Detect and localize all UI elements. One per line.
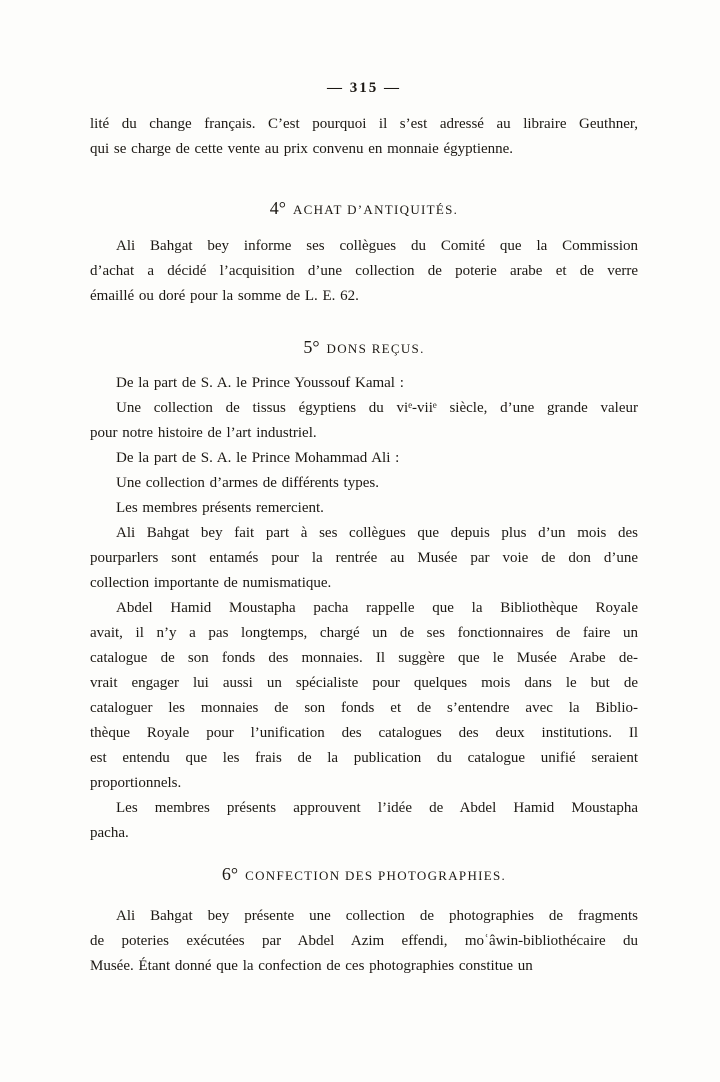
section-number: 4° [269,198,286,218]
section-heading [90,335,638,359]
text-line: émaillé ou doré pour la somme de L. E. 62. [90,288,359,304]
section-number: 5° [303,337,320,357]
text-line: Les membres présents approuvent l’idée de Abdel Hamid Moustapha [116,800,638,816]
paragraph [90,496,638,521]
section-title: ACHAT D’ANTIQUITÉS. [292,202,459,217]
paragraph [90,446,638,471]
section-number: 6° [221,864,239,884]
text-line: Les membres présents remercient. [116,500,324,516]
text-line: d’achat a décidé l’acquisition d’une collection de poterie arabe et de verre [90,263,638,279]
text-line: De la part de S. A. le Prince Youssouf Kamal : [116,375,404,391]
page-number: — 315 — [327,80,401,96]
text-line: de poteries exécutées par Abdel Azim effendi, moʿâwin-bibliothécaire du [90,933,638,949]
text-line: est entendu que les frais de la publication du catalogue unifié seraient [90,750,638,766]
text-line: pourparlers sont entamés pour la rentrée au Musée par voie de don d’une [90,550,638,566]
paragraph [90,112,638,162]
text-line: lité du change français. C’est pourquoi il s’est adressé au libraire Geuthner, [90,116,638,132]
section-heading [90,196,638,220]
text-line: Ali Bahgat bey informe ses collègues du Comité que la Commission [116,238,638,254]
text-line: avait, il n’y a pas longtemps, chargé un de ses fonctionnaires de faire un [90,625,638,641]
text-line: Ali Bahgat bey présente une collection de photographies de fragments [116,908,638,924]
text-line: Abdel Hamid Moustapha pacha rappelle que la Bibliothèque Royale [116,600,638,616]
paragraph [90,796,638,846]
text-line: Une collection de tissus égyptiens du viᵉ-viiᵉ siècle, d’une grande valeur [116,400,638,416]
text-line: thèque Royale pour l’unification des catalogues des deux institutions. Il [90,725,638,741]
paragraph [90,371,638,396]
text-line: vrait engager lui aussi un spécialiste pour quelques mois dans le but de [90,675,638,691]
text-line: Ali Bahgat bey fait part à ses collègues que depuis plus d’un mois des [116,525,638,541]
text-line: Musée. Étant donné que la confection de ces photographies constitue un [90,958,533,974]
paragraph [90,596,638,796]
text-line: Une collection d’armes de différents types. [116,475,379,491]
section-title: CONFECTION DES PHOTOGRAPHIES. [245,868,507,883]
text-line: collection importante de numismatique. [90,575,332,591]
text-line: qui se charge de cette vente au prix convenu en monnaie égyptienne. [90,141,514,157]
section-heading [90,862,638,886]
text-line: proportionnels. [90,775,182,791]
text-line: pour notre histoire de l’art industriel. [90,425,317,441]
text-line: cataloguer les monnaies de son fonds et de s’entendre avec la Biblio- [90,700,638,716]
text-line: catalogue de son fonds des monnaies. Il suggère que le Musée Arabe de- [90,650,638,666]
text-line: pacha. [90,825,129,841]
paragraph [90,904,638,979]
paragraph [90,471,638,496]
section-title: DONS REÇUS. [326,341,425,356]
paragraph [90,396,638,446]
text-line: De la part de S. A. le Prince Mohammad Ali : [116,450,400,466]
paragraph [90,521,638,596]
paragraph [90,234,638,309]
text-content [90,78,638,979]
